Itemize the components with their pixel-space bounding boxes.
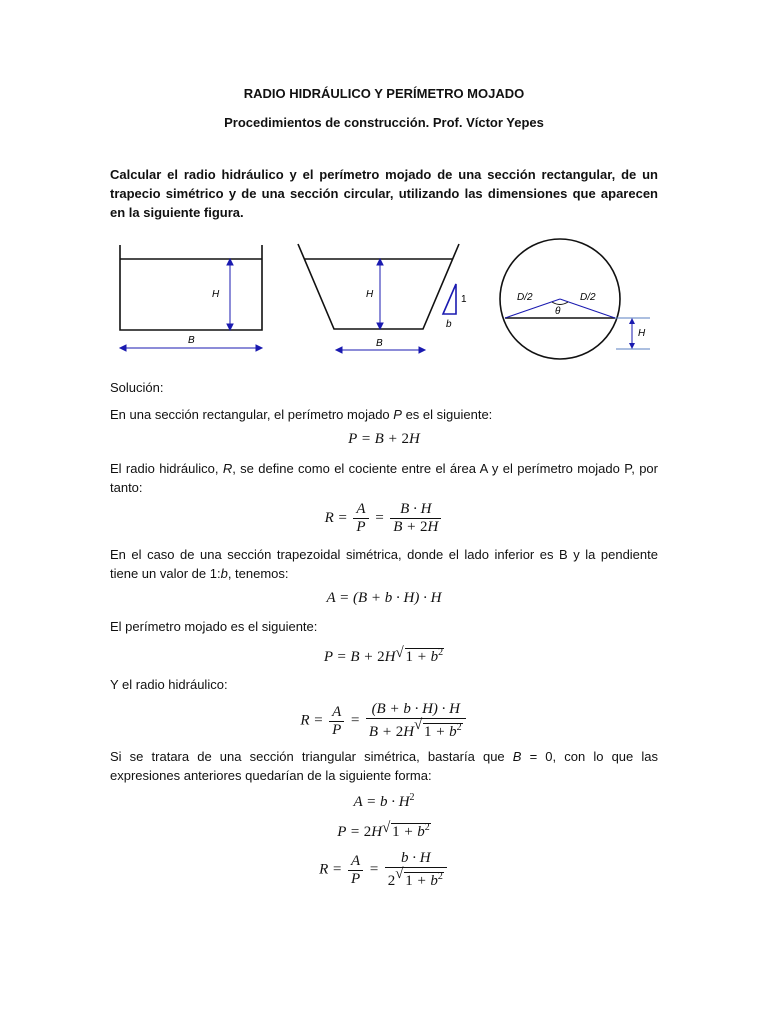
slope-vertical-label: 1 <box>461 294 467 305</box>
slope-horizontal-label: b <box>446 319 452 330</box>
paragraph-5: Y el radio hidráulico: <box>110 677 228 692</box>
paragraph-3: En el caso de una sección trapezoidal simétrica, donde el lado inferior es B y la pendiente tiene un valor de 1:b, tenemos: <box>110 547 658 581</box>
rect-h-label: H <box>212 289 220 300</box>
equation-trap-area: A = (B + b · H) · H <box>326 590 442 606</box>
radius-right-label: D/2 <box>580 292 596 303</box>
paragraph-6: Si se tratara de una sección triangular simétrica, bastaría que B = 0, con lo que las expresiones anteriores quedarían de la siguiente forma: <box>110 749 658 783</box>
sections-figure <box>108 230 660 370</box>
equation-rect-radius: R = $\frac{A}{P}$ = $\frac{B \cdot H}{B + 2H}$ <box>0 501 768 536</box>
paragraph-4: El perímetro mojado es el siguiente: <box>110 619 318 634</box>
trapezoid-section <box>298 244 459 329</box>
equation-trap-perimeter: P = B + 2H √ $1 + b^2$ <box>323 645 444 665</box>
circle-h-label: H <box>638 328 646 339</box>
equation-rect-perimeter: P = B + 2H <box>348 431 420 447</box>
equation-trap-radius: R = $\frac{A}{P}$ = (B + b · H) · H B + 2H √ $1 + b^2$ <box>0 701 768 741</box>
intro-paragraph: Calcular el radio hidráulico y el perímetro mojado de una sección rectangular, de un trapecio simétrico y de una sección circular, utilizando las dimensiones que aparecen en la siguiente figura. <box>110 167 658 220</box>
paragraph-2: El radio hidráulico, R, se define como el cociente entre el área A y el perímetro mojado P, por tanto: <box>110 461 658 495</box>
trap-b-label: B <box>376 338 383 349</box>
theta-label: θ <box>555 306 561 317</box>
solution-heading: Solución: <box>110 380 164 395</box>
equation-tri-radius: R = $\frac{A}{P}$ = b · H 2 √ $1 + b^2$ <box>0 850 768 890</box>
page-title: RADIO HIDRÁULICO Y PERÍMETRO MOJADO <box>243 86 525 101</box>
rectangular-section <box>120 245 262 330</box>
trap-h-label: H <box>366 289 374 300</box>
paragraph-1: En una sección rectangular, el perímetro mojado P es el siguiente: <box>110 407 493 422</box>
radius-left-label: D/2 <box>517 292 533 303</box>
rect-b-label: B <box>188 335 195 346</box>
equation-tri-area: $A = b \cdot H^2$ <box>353 792 415 810</box>
page-subtitle: Procedimientos de construcción. Prof. Víctor Yepes <box>224 115 544 130</box>
equation-tri-perimeter: P = 2H √ $1 + b^2$ <box>337 820 430 840</box>
